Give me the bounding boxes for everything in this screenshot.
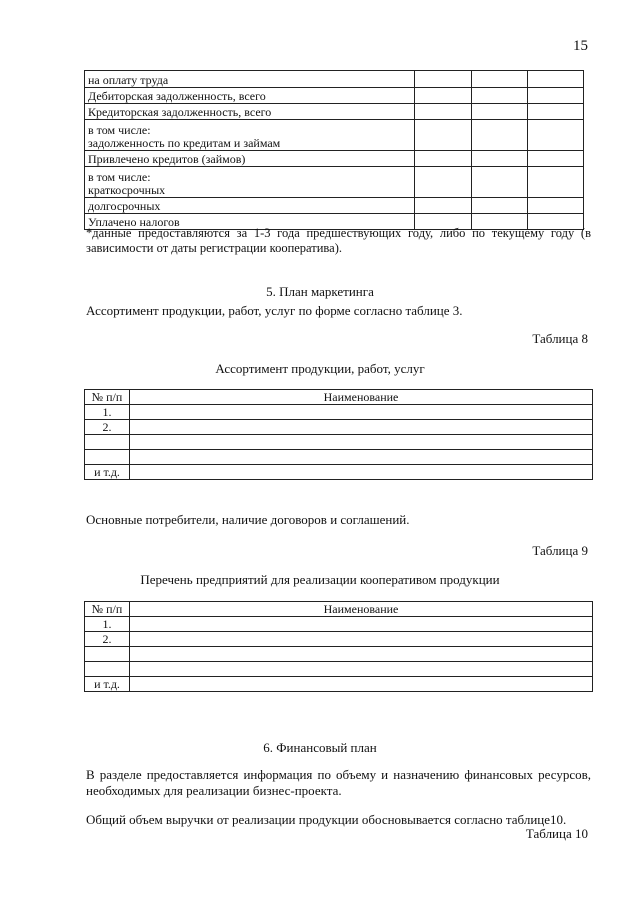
indicator-label: Уплачено налогов — [85, 214, 415, 230]
section-6-paragraph-1: В разделе предоставляется информация по объему и назначению финансовых ресурсов, необходимых для реализации бизнес-проекта. — [86, 767, 591, 798]
table-row — [85, 88, 584, 104]
table-row — [85, 677, 593, 692]
row-number: 1. — [85, 617, 130, 632]
indicator-label: в том числе: краткосрочных — [85, 167, 415, 198]
section-6-paragraph-2: Общий объем выручки от реализации продукции обосновывается согласно таблице10. — [86, 812, 567, 827]
row-number: и т.д. — [85, 465, 130, 480]
table-8-title: Ассортимент продукции, работ, услуг — [215, 361, 425, 376]
row-number: 2. — [85, 420, 130, 435]
column-header-name: Наименование — [130, 602, 593, 617]
footnote: *данные предоставляются за 1-3 года предшествующих году, либо по текущему году (в зависимости от даты регистрации кооператива). — [86, 226, 591, 255]
table-row — [85, 617, 593, 632]
table-row — [85, 198, 584, 214]
table-8-label: Таблица 8 — [532, 331, 588, 346]
row-number: 2. — [85, 632, 130, 647]
table-row — [85, 151, 584, 167]
page-number: 15 — [573, 38, 588, 54]
section-6-heading: 6. Финансовый план — [263, 740, 377, 755]
indicator-label: Привлечено кредитов (займов) — [85, 151, 415, 167]
table-header-row — [85, 602, 593, 617]
consumers-text: Основные потребители, наличие договоров и соглашений. — [86, 512, 410, 527]
table-10-label: Таблица 10 — [525, 826, 588, 841]
column-header-number: № п/п — [85, 602, 130, 617]
row-number — [85, 450, 130, 465]
assortment-table — [84, 389, 593, 480]
indicator-label: Дебиторская задолженность, всего — [85, 88, 415, 104]
indicator-label: долгосрочных — [85, 198, 415, 214]
section-5-intro: Ассортимент продукции, работ, услуг по форме согласно таблице 3. — [86, 303, 463, 318]
table-row — [85, 632, 593, 647]
enterprises-table — [84, 601, 593, 692]
table-row — [85, 104, 584, 120]
table-header-row — [85, 390, 593, 405]
indicator-label: в том числе: задолженность по кредитам и займам — [85, 120, 415, 151]
table-row — [85, 465, 593, 480]
indicators-table — [84, 70, 584, 230]
row-number — [85, 662, 130, 677]
table-row — [85, 662, 593, 677]
indicator-label: Кредиторская задолженность, всего — [85, 104, 415, 120]
row-number — [85, 647, 130, 662]
table-row — [85, 120, 584, 151]
row-number: и т.д. — [85, 677, 130, 692]
table-row — [85, 167, 584, 198]
table-row — [85, 405, 593, 420]
table-9-label: Таблица 9 — [532, 543, 588, 558]
table-row — [85, 450, 593, 465]
table-9-title: Перечень предприятий для реализации кооперативом продукции — [140, 572, 500, 587]
row-number — [85, 435, 130, 450]
section-5-heading: 5. План маркетинга — [266, 284, 374, 299]
column-header-number: № п/п — [85, 390, 130, 405]
column-header-name: Наименование — [130, 390, 593, 405]
row-number: 1. — [85, 405, 130, 420]
indicator-label: на оплату труда — [85, 71, 415, 88]
table-row — [85, 435, 593, 450]
table-row — [85, 420, 593, 435]
table-row — [85, 647, 593, 662]
table-row — [85, 71, 584, 88]
